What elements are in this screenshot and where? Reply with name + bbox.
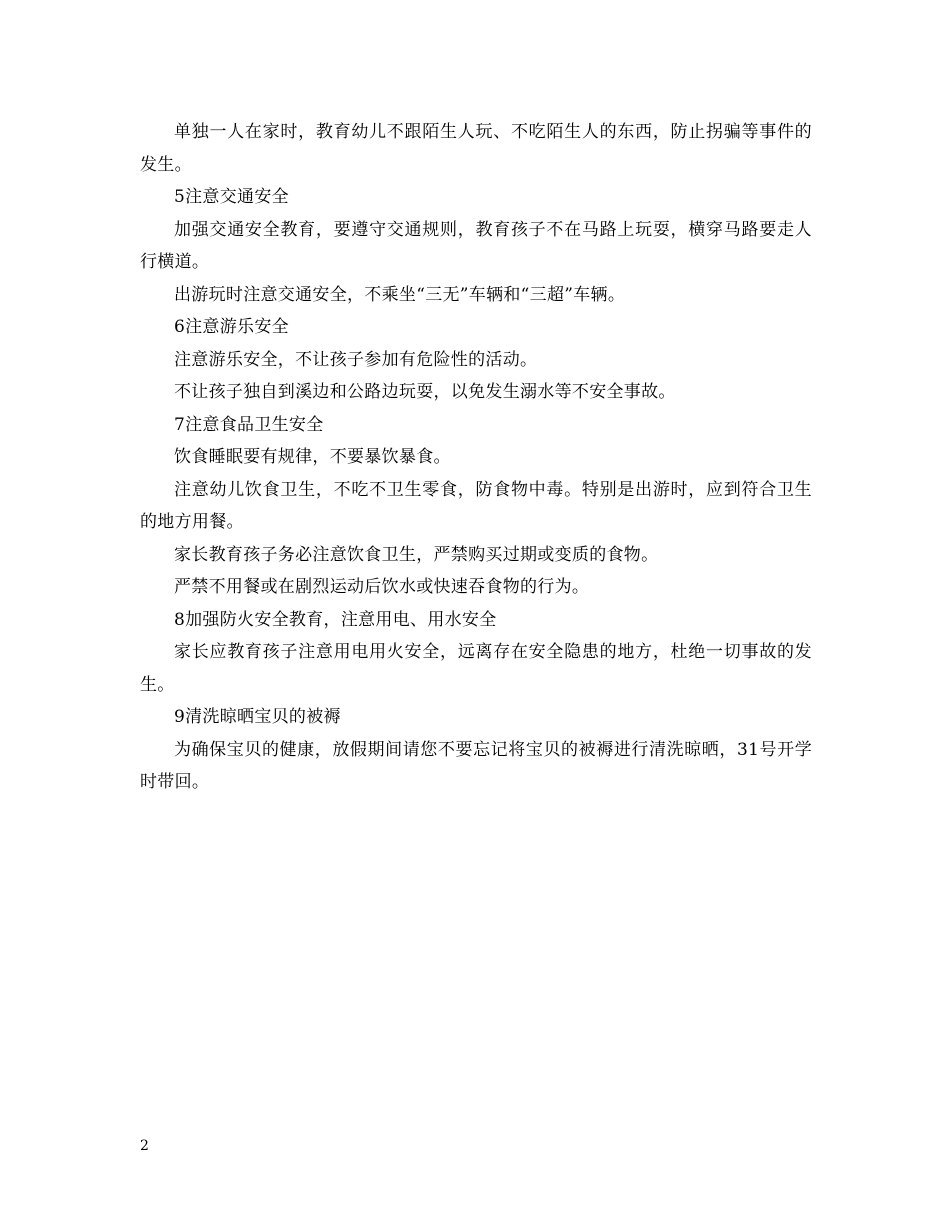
paragraph-regular-diet: 饮食睡眠要有规律，不要暴饮暴食。 xyxy=(174,447,451,467)
heading-recreation-safety: 6注意游乐安全 xyxy=(174,317,289,337)
paragraph-dangerous-activities: 注意游乐安全，不让孩子参加有危险性的活动。 xyxy=(174,349,538,370)
paragraph-travel-vehicles: 出游玩时注意交通安全，不乘坐“三无”车辆和“三超”车辆。 xyxy=(174,284,626,305)
page-number: 2 xyxy=(140,1138,149,1154)
paragraph-expired-food: 家长教育孩子务必注意饮食卫生，严禁购买过期或变质的食物。 xyxy=(174,544,659,565)
heading-food-safety: 7注意食品卫生安全 xyxy=(174,414,324,435)
heading-fire-electric-safety: 8加强防火安全教育，注意用电、用水安全 xyxy=(174,609,497,630)
paragraph-stranger-safety: 单独一人在家时，教育幼儿不跟陌生人玩、不吃陌生人的东西，防止拐骗等事件的发生。 xyxy=(140,122,812,175)
heading-traffic-safety: 5注意交通安全 xyxy=(174,187,289,207)
paragraph-eating-behavior: 严禁不用餐或在剧烈运动后饮水或快速吞食物的行为。 xyxy=(174,577,590,597)
paragraph-drowning-prevention: 不让孩子独自到溪边和公路边玩耍，以免发生溺水等不安全事故。 xyxy=(174,382,676,402)
heading-bedding-cleaning: 9清洗晾晒宝贝的被褥 xyxy=(174,707,341,727)
paragraph-traffic-education: 加强交通安全教育，要遵守交通规则，教育孩子不在马路上玩耍，横穿马路要走人行横道。 xyxy=(140,219,812,272)
paragraph-bedding-reminder: 为确保宝贝的健康，放假期间请您不要忘记将宝贝的被褥进行清洗晾晒，31号开学时带回。 xyxy=(140,739,812,792)
paragraph-food-hygiene: 注意幼儿饮食卫生，不吃不卫生零食，防食物中毒。特别是出游时，应到符合卫生的地方用餐。 xyxy=(140,479,812,532)
paragraph-fire-electric-education: 家长应教育孩子注意用电用火安全，远离存在安全隐患的地方，杜绝一切事故的发生。 xyxy=(140,642,812,695)
document-body xyxy=(140,116,812,799)
